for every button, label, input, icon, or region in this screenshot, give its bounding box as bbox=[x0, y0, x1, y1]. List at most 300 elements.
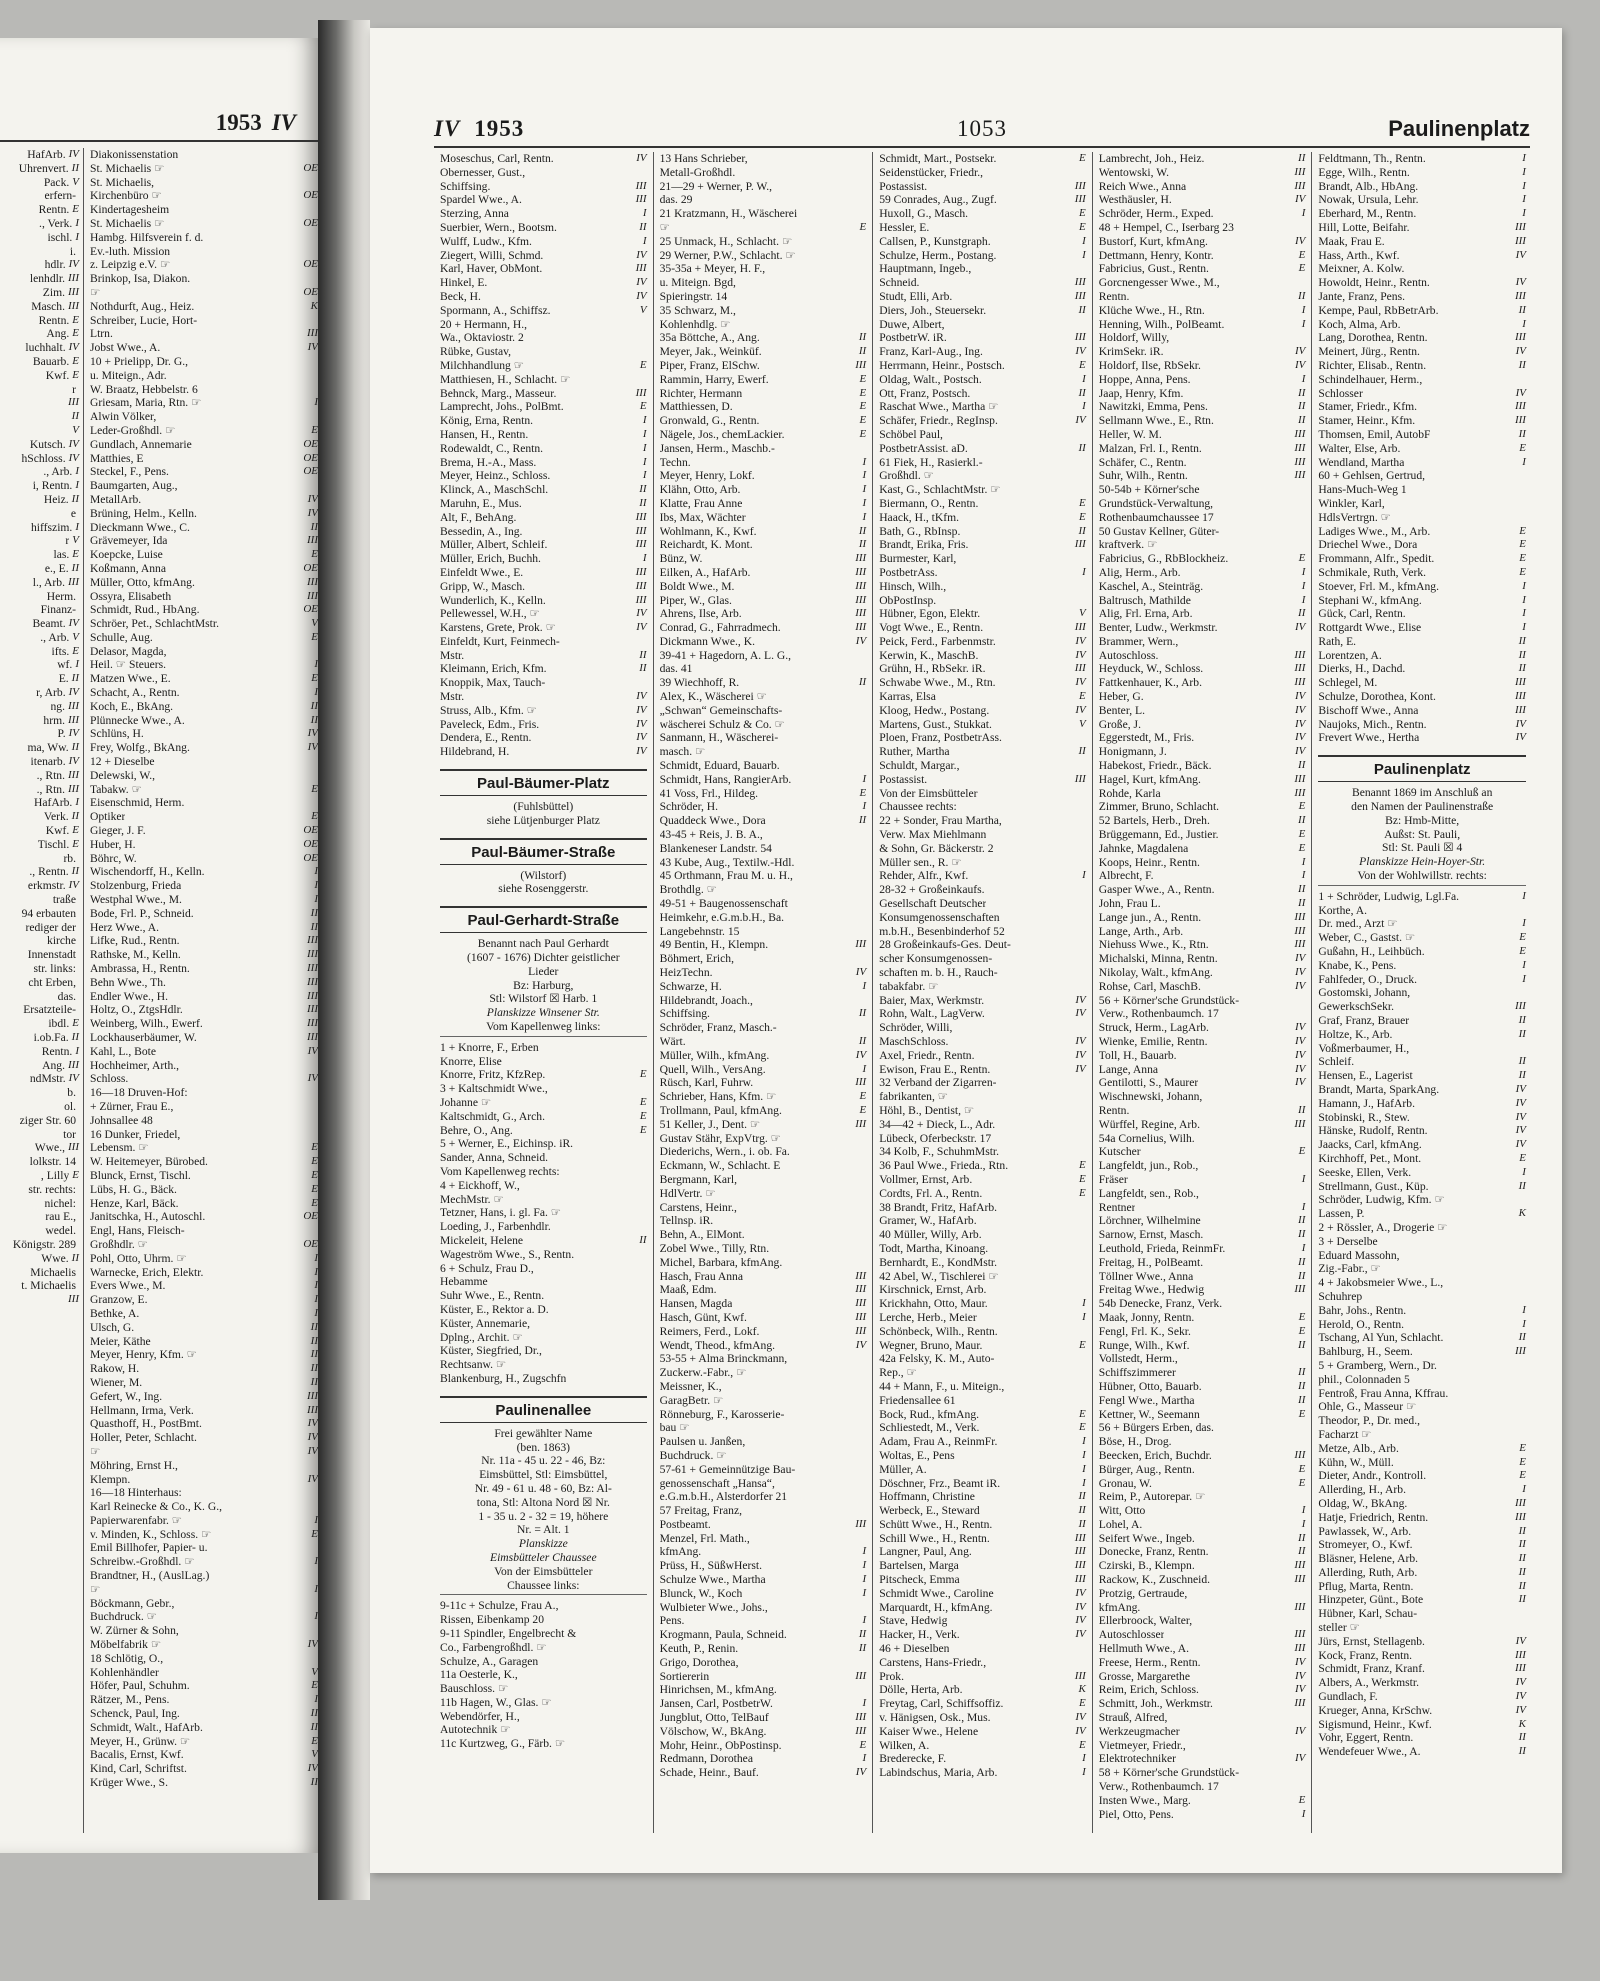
directory-entry bbox=[660, 1063, 867, 1077]
directory-column bbox=[434, 152, 654, 1833]
directory-entry bbox=[440, 387, 647, 401]
entry-floor-code: III bbox=[635, 193, 647, 206]
directory-entry bbox=[90, 1238, 318, 1252]
entry-text: Rentner bbox=[1098, 1200, 1136, 1214]
directory-entry bbox=[1318, 1262, 1526, 1276]
entry-text: Rönneburg, F., Karosserie- bbox=[659, 1407, 785, 1421]
entry-text: Zimmer, Bruno, Schlacht. bbox=[1098, 800, 1220, 814]
directory-entry bbox=[879, 800, 1086, 814]
entry-text: Autoschloss. bbox=[1098, 648, 1159, 662]
entry-text: ., Rtn. bbox=[36, 782, 65, 796]
entry-text: Bischoff Wwe., Anna bbox=[1318, 703, 1419, 717]
entry-text: Behre, O., Ang. bbox=[440, 1123, 513, 1137]
directory-entry bbox=[440, 235, 647, 249]
directory-entry bbox=[1318, 1124, 1526, 1138]
entry-floor-code: IV bbox=[1294, 966, 1306, 979]
entry-text: Benter, L. bbox=[1098, 703, 1145, 717]
directory-entry bbox=[440, 1682, 647, 1696]
entry-text: St. Michaelis ☞ bbox=[90, 161, 165, 175]
entry-text: Lamprecht, Johs., PolBmt. bbox=[440, 400, 564, 414]
entry-floor-code: IV bbox=[636, 703, 647, 716]
entry-text: , Lilly bbox=[40, 1168, 70, 1182]
directory-entry bbox=[660, 649, 867, 663]
entry-text: r bbox=[65, 534, 70, 548]
entry-text: 43 Kube, Aug., Textilw.-Hdl. bbox=[659, 855, 795, 869]
entry-floor-code: III bbox=[307, 589, 318, 602]
entry-floor-code: III bbox=[1514, 414, 1526, 427]
directory-entry bbox=[0, 1031, 79, 1045]
directory-entry bbox=[1099, 1573, 1306, 1587]
entry-floor-code: I bbox=[314, 396, 318, 409]
directory-entry bbox=[0, 576, 79, 590]
entry-floor-code: IV bbox=[1075, 1614, 1086, 1627]
directory-entry bbox=[440, 1641, 647, 1655]
entry-text: Maruhn, E., Mus. bbox=[440, 496, 522, 510]
directory-entry bbox=[1099, 166, 1306, 180]
entry-text: Hänske, Rudolf, Rentn. bbox=[1318, 1124, 1428, 1138]
entry-text: Rothenbaumchaussee 17 bbox=[1098, 510, 1214, 524]
entry-floor-code: IV bbox=[1515, 386, 1526, 399]
entry-text: Freese, Herm., Rentn. bbox=[1098, 1655, 1201, 1669]
directory-entry bbox=[1099, 580, 1306, 594]
entry-floor-code: II bbox=[1298, 1228, 1306, 1241]
directory-entry bbox=[1318, 649, 1526, 663]
entry-floor-code: IV bbox=[1294, 234, 1306, 247]
entry-floor-code: I bbox=[314, 1513, 318, 1526]
entry-text: Beck, H. bbox=[440, 289, 481, 303]
directory-entry bbox=[440, 180, 647, 194]
entry-text: HdlsVertrgn. ☞ bbox=[1318, 510, 1392, 524]
entry-text: Dendera, E., Rentn. bbox=[440, 731, 532, 745]
entry-text: Alig, Frl. Erna, Arb. bbox=[1098, 607, 1193, 621]
entry-floor-code: II bbox=[1518, 427, 1526, 440]
directory-entry bbox=[0, 562, 79, 576]
entry-text: Metall-Großhdl. bbox=[659, 165, 736, 179]
directory-entry bbox=[0, 686, 79, 700]
entry-text: 13 Hans Schrieber, bbox=[659, 152, 748, 165]
entry-text: Howoldt, Heinr., Rentn. bbox=[1318, 276, 1430, 290]
entry-floor-code: II bbox=[1298, 759, 1306, 772]
entry-text: Alt, F., BehAng. bbox=[440, 510, 517, 524]
directory-entry bbox=[1318, 917, 1526, 931]
entry-text: Franz, Karl-Aug., Ing. bbox=[879, 345, 983, 359]
plan-sketch-note: Planskizze Winsener Str. bbox=[486, 1006, 600, 1020]
directory-entry bbox=[660, 676, 867, 690]
directory-entry bbox=[0, 672, 79, 686]
directory-entry bbox=[879, 235, 1086, 249]
directory-entry bbox=[90, 258, 318, 272]
directory-entry bbox=[1318, 1014, 1526, 1028]
directory-entry bbox=[879, 483, 1086, 497]
entry-text: Mstr. bbox=[440, 690, 465, 704]
entry-text: Wendt, Theod., kfmAng. bbox=[659, 1338, 776, 1352]
directory-entry bbox=[90, 424, 318, 438]
directory-entry bbox=[660, 414, 867, 428]
entry-text: Freytag, Carl, Schiffsoffiz. bbox=[879, 1697, 1004, 1711]
directory-entry bbox=[660, 525, 867, 539]
entry-floor-code: III bbox=[635, 262, 647, 275]
entry-text: 6 + Schulz, Frau D., bbox=[440, 1261, 534, 1275]
entry-floor-code: OE bbox=[303, 824, 318, 837]
directory-entry bbox=[660, 1214, 867, 1228]
directory-entry bbox=[1099, 1490, 1306, 1504]
directory-entry bbox=[879, 718, 1086, 732]
entry-floor-code: III bbox=[855, 607, 867, 620]
directory-entry bbox=[440, 1723, 647, 1737]
entry-text: Tschang, Al Yun, Schlacht. bbox=[1318, 1331, 1444, 1345]
entry-floor-code: III bbox=[68, 768, 79, 781]
directory-entry bbox=[1099, 331, 1306, 345]
directory-entry bbox=[90, 327, 318, 341]
entry-text: Schöbel Paul, bbox=[879, 427, 943, 441]
entry-text: Spieringstr. 14 bbox=[659, 289, 728, 303]
directory-entry bbox=[879, 1421, 1086, 1435]
entry-floor-code: II bbox=[1518, 1069, 1526, 1082]
entry-text: Fabricius, G., RbBlockheiz. bbox=[1098, 552, 1229, 566]
entry-floor-code: II bbox=[1298, 414, 1306, 427]
directory-entry bbox=[660, 1270, 867, 1284]
directory-entry bbox=[0, 658, 79, 672]
directory-entry bbox=[1099, 938, 1306, 952]
entry-text: Beamt. bbox=[32, 617, 66, 631]
directory-entry bbox=[1099, 869, 1306, 883]
entry-floor-code: E bbox=[1519, 1455, 1526, 1468]
directory-entry bbox=[879, 1752, 1086, 1766]
entry-text: Lambrecht, Joh., Heiz. bbox=[1098, 152, 1205, 165]
directory-entry bbox=[660, 1090, 867, 1104]
entry-floor-code: II bbox=[1518, 303, 1526, 316]
entry-floor-code: II bbox=[71, 741, 79, 754]
entry-floor-code: E bbox=[1298, 248, 1306, 261]
directory-entry bbox=[879, 980, 1086, 994]
entry-text: Warnecke, Erich, Elektr. bbox=[90, 1265, 204, 1279]
directory-entry bbox=[1318, 959, 1526, 973]
street-info-line: siehe Lütjenburger Platz bbox=[486, 813, 600, 827]
entry-floor-code: IV bbox=[855, 966, 867, 979]
entry-text: Werkzeugmacher bbox=[1098, 1724, 1180, 1738]
entry-text: Holtze, K., Arb. bbox=[1318, 1027, 1393, 1041]
directory-entry bbox=[879, 1394, 1086, 1408]
entry-floor-code: III bbox=[68, 1141, 79, 1154]
directory-entry bbox=[660, 1587, 867, 1601]
entry-text: las. bbox=[53, 548, 70, 562]
entry-floor-code: IV bbox=[1294, 358, 1306, 371]
entry-text: Wendefeuer Wwe., A. bbox=[1318, 1745, 1421, 1759]
entry-text: Toll, H., Bauarb. bbox=[1098, 1048, 1177, 1062]
directory-entry bbox=[90, 1128, 318, 1142]
entry-text: Herm. bbox=[46, 589, 76, 603]
directory-entry bbox=[1099, 690, 1306, 704]
entry-text: Wischendorff, H., Kelln. bbox=[90, 865, 205, 879]
directory-entry bbox=[440, 428, 647, 442]
directory-entry bbox=[0, 741, 79, 755]
directory-entry bbox=[1099, 649, 1306, 663]
entry-floor-code: III bbox=[307, 575, 318, 588]
directory-entry bbox=[1318, 1745, 1526, 1759]
entry-text: Brothdlg. ☞ bbox=[659, 883, 718, 897]
directory-entry bbox=[879, 1256, 1086, 1270]
entry-text: Müller, Wilh., kfmAng. bbox=[659, 1048, 770, 1062]
directory-entry bbox=[1318, 414, 1526, 428]
entry-text: kirche bbox=[47, 934, 76, 948]
entry-text: Langner, Paul, Ang. bbox=[879, 1545, 972, 1559]
entry-text: Biermann, O., Rentn. bbox=[879, 496, 979, 510]
entry-text: Matthiesen, H., Schlacht. ☞ bbox=[440, 372, 571, 386]
entry-text: Bustorf, Kurt, kfmAng. bbox=[1098, 234, 1208, 248]
entry-text: Heyduck, W., Schloss. bbox=[1098, 662, 1204, 676]
entry-text: Großhdlr. ☞ bbox=[90, 1237, 149, 1251]
directory-entry bbox=[660, 869, 867, 883]
entry-floor-code: III bbox=[1074, 276, 1086, 289]
directory-entry bbox=[879, 1007, 1086, 1021]
entry-text: Bahr, Johs., Rentn. bbox=[1318, 1303, 1407, 1317]
directory-entry bbox=[90, 1500, 318, 1514]
directory-entry bbox=[1099, 235, 1306, 249]
entry-text: Co., Farbengroßhdl. ☞ bbox=[440, 1640, 547, 1654]
directory-entry bbox=[879, 1242, 1086, 1256]
entry-text: das. 29 bbox=[659, 193, 693, 207]
entry-text: Dickmann Wwe., K. bbox=[659, 634, 756, 648]
directory-entry bbox=[879, 1187, 1086, 1201]
entry-floor-code: I bbox=[642, 207, 647, 220]
entry-floor-code: IV bbox=[636, 690, 647, 703]
entry-text: 58 + Körner'sche Grundstück- bbox=[1098, 1766, 1240, 1780]
entry-floor-code: E bbox=[859, 220, 867, 233]
directory-entry bbox=[90, 1679, 318, 1693]
entry-floor-code: IV bbox=[68, 879, 79, 892]
entry-floor-code: I bbox=[314, 879, 318, 892]
entry-text: Grundstück-Verwaltung, bbox=[1098, 496, 1214, 510]
entry-floor-code: III bbox=[68, 272, 79, 285]
directory-entry bbox=[0, 479, 79, 493]
directory-entry bbox=[0, 148, 79, 162]
entry-floor-code: III bbox=[1294, 1448, 1306, 1461]
entry-text: Wilken, A. bbox=[879, 1738, 930, 1752]
directory-entry bbox=[1318, 1607, 1526, 1621]
entry-floor-code: IV bbox=[1294, 731, 1306, 744]
entry-text: ol. bbox=[64, 1099, 76, 1113]
entry-text: Klüche Wwe., H., Rtn. bbox=[1098, 303, 1205, 317]
entry-text: Kirschnick, Ernst, Arb. bbox=[879, 1283, 987, 1297]
directory-entry bbox=[660, 1490, 867, 1504]
entry-text: Schlosser bbox=[1318, 386, 1363, 400]
entry-floor-code: E bbox=[311, 1527, 318, 1540]
entry-text: z. Leipzig e.V. ☞ bbox=[90, 258, 171, 272]
entry-text: Nägele, Jos., chemLackier. bbox=[659, 427, 785, 441]
directory-entry bbox=[1099, 1683, 1306, 1697]
directory-entry bbox=[0, 1252, 79, 1266]
directory-entry bbox=[90, 1210, 318, 1224]
directory-entry bbox=[0, 603, 79, 617]
entry-text: Suhr Wwe., E., Rentn. bbox=[440, 1289, 545, 1303]
entry-floor-code: E bbox=[311, 672, 318, 685]
entry-text: Delewski, W., bbox=[90, 768, 156, 782]
entry-text: Axel, Friedr., Rentn. bbox=[879, 1048, 975, 1062]
directory-entry bbox=[879, 966, 1086, 980]
directory-entry bbox=[90, 824, 318, 838]
directory-entry bbox=[0, 1183, 79, 1197]
entry-floor-code: IV bbox=[1075, 1048, 1086, 1061]
directory-entry bbox=[1099, 594, 1306, 608]
directory-entry bbox=[440, 1710, 647, 1724]
entry-text: Schleif. bbox=[1318, 1055, 1355, 1069]
directory-entry bbox=[879, 1297, 1086, 1311]
directory-entry bbox=[660, 1380, 867, 1394]
directory-entry bbox=[90, 727, 318, 741]
entry-text: Huxoll, G., Masch. bbox=[879, 207, 969, 221]
directory-entry bbox=[879, 635, 1086, 649]
entry-text: Diakonissenstation bbox=[90, 148, 179, 161]
directory-entry bbox=[1318, 497, 1526, 511]
entry-floor-code: IV bbox=[1075, 1586, 1086, 1599]
entry-floor-code: III bbox=[855, 1297, 867, 1310]
directory-entry bbox=[0, 948, 79, 962]
entry-text: Gronau, W. bbox=[1098, 1476, 1152, 1490]
directory-entry bbox=[1318, 1552, 1526, 1566]
directory-entry bbox=[879, 345, 1086, 359]
directory-entry bbox=[1318, 249, 1526, 263]
street-heading bbox=[440, 838, 647, 865]
directory-entry bbox=[90, 1569, 318, 1583]
entry-floor-code: E bbox=[859, 386, 867, 399]
entry-floor-code: I bbox=[642, 552, 647, 565]
entry-text: Wulff, Ludw., Kfm. bbox=[440, 234, 532, 248]
entry-text: Brüggemann, Ed., Justier. bbox=[1098, 828, 1219, 842]
directory-entry bbox=[440, 166, 647, 180]
entry-text: Bartelsen, Marga bbox=[879, 1559, 959, 1573]
directory-entry bbox=[660, 952, 867, 966]
directory-entry bbox=[0, 245, 79, 259]
directory-entry bbox=[660, 607, 867, 621]
entry-text: Schreiber, Lucie, Hort- bbox=[90, 313, 198, 327]
entry-floor-code: III bbox=[855, 593, 867, 606]
directory-entry bbox=[1099, 607, 1306, 621]
entry-floor-code: II bbox=[71, 161, 79, 174]
directory-entry bbox=[1099, 1394, 1306, 1408]
directory-entry bbox=[1318, 1249, 1526, 1263]
entry-text: Brema, H.-A., Mass. bbox=[440, 455, 537, 469]
right-page bbox=[370, 28, 1562, 1873]
entry-text: HeizTechn. bbox=[659, 966, 713, 980]
entry-text: Holdorf, Willy, bbox=[1098, 331, 1170, 345]
entry-text: Brinkop, Isa, Diakon. bbox=[90, 272, 191, 286]
entry-text: Dieter, Andr., Kontroll. bbox=[1318, 1469, 1427, 1483]
entry-floor-code: E bbox=[1298, 828, 1306, 841]
entry-text: Wwe. bbox=[41, 1251, 69, 1265]
entry-text: Krickhahn, Otto, Maur. bbox=[879, 1297, 988, 1311]
entry-floor-code: K bbox=[1518, 1717, 1526, 1730]
directory-entry bbox=[1318, 193, 1526, 207]
entry-text: Tetzner, Hans, i. gl. Fa. ☞ bbox=[440, 1206, 562, 1220]
entry-text: 52 Bartels, Herb., Dreh. bbox=[1098, 814, 1210, 828]
entry-text: Bock, Rud., kfmAng. bbox=[879, 1407, 980, 1421]
entry-text: Maaß, Edm. bbox=[659, 1283, 717, 1297]
entry-floor-code: I bbox=[75, 520, 79, 533]
directory-entry bbox=[90, 1293, 318, 1307]
entry-floor-code: IV bbox=[1075, 703, 1086, 716]
directory-entry bbox=[1099, 828, 1306, 842]
entry-text: Rohn, Walt., LagVerw. bbox=[879, 1007, 985, 1021]
entry-floor-code: III bbox=[307, 1017, 318, 1030]
entry-floor-code: I bbox=[75, 796, 79, 809]
entry-text: Verk. bbox=[43, 810, 69, 824]
entry-text: lolkstr. 14 bbox=[29, 1155, 76, 1169]
directory-entry bbox=[90, 438, 318, 452]
entry-text: Lange jun., A., Rentn. bbox=[1098, 910, 1202, 924]
entry-text: Ruther, Martha bbox=[879, 745, 950, 759]
entry-text: 28 Großeinkaufs-Ges. Deut- bbox=[879, 938, 1011, 952]
entry-text: Hinkel, E. bbox=[440, 276, 488, 290]
entry-text: Höfer, Paul, Schuhm. bbox=[90, 1679, 190, 1693]
directory-entry bbox=[879, 1325, 1086, 1339]
directory-entry bbox=[0, 383, 79, 397]
entry-text: Behnck, Marg., Masseur. bbox=[440, 386, 557, 400]
directory-entry bbox=[879, 1118, 1086, 1132]
directory-entry bbox=[0, 1279, 79, 1293]
entry-floor-code: OE bbox=[303, 851, 318, 864]
entry-text: Plünnecke Wwe., A. bbox=[90, 713, 185, 727]
directory-entry bbox=[1099, 718, 1306, 732]
entry-text: Benter, Ludw., Werkmstr. bbox=[1098, 621, 1218, 635]
entry-text: Eggerstedt, M., Fris. bbox=[1098, 731, 1195, 745]
entry-text: Verw. Max Miehlmann bbox=[879, 828, 987, 842]
entry-floor-code: IV bbox=[68, 727, 79, 740]
entry-floor-code: E bbox=[311, 810, 318, 823]
entry-text: Heber, G. bbox=[1098, 690, 1144, 704]
directory-entry bbox=[660, 318, 867, 332]
directory-entry bbox=[879, 180, 1086, 194]
entry-text: Witt, Otto bbox=[1098, 1504, 1146, 1518]
entry-text: Korthe, A. bbox=[1318, 903, 1367, 917]
entry-text: W. Zürner & Sohn, bbox=[90, 1624, 179, 1638]
entry-text: Dettmann, Henry, Kontr. bbox=[1098, 248, 1214, 262]
entry-floor-code: II bbox=[71, 672, 79, 685]
entry-floor-code: IV bbox=[307, 1431, 318, 1444]
entry-floor-code: II bbox=[310, 1348, 318, 1361]
entry-text: Eckmann, W., Schlacht. E bbox=[659, 1159, 781, 1173]
directory-entry bbox=[879, 952, 1086, 966]
entry-text: Werbeck, E., Steward bbox=[879, 1504, 980, 1518]
entry-text: Sterzing, Anna bbox=[440, 207, 509, 221]
entry-text: 28-32 + Großeinkaufs. bbox=[879, 883, 985, 897]
entry-text: Frey, Wolfg., BkAng. bbox=[90, 741, 190, 755]
directory-entry bbox=[1099, 442, 1306, 456]
directory-entry bbox=[0, 865, 79, 879]
directory-entry bbox=[879, 690, 1086, 704]
directory-entry bbox=[660, 1766, 867, 1780]
entry-floor-code: V bbox=[72, 630, 79, 643]
directory-entry bbox=[879, 1559, 1086, 1573]
directory-entry bbox=[1099, 1766, 1306, 1780]
entry-floor-code: I bbox=[314, 1279, 318, 1292]
directory-entry bbox=[879, 745, 1086, 759]
directory-entry bbox=[1099, 994, 1306, 1008]
entry-text: Rathske, M., Kelln. bbox=[90, 948, 181, 962]
entry-floor-code: I bbox=[1522, 317, 1526, 330]
directory-entry bbox=[660, 1366, 867, 1380]
directory-entry bbox=[1318, 304, 1526, 318]
directory-entry bbox=[440, 580, 647, 594]
entry-floor-code: E bbox=[639, 1109, 647, 1122]
entry-text: Spormann, A., Schiffsz. bbox=[440, 303, 551, 317]
entry-text: Hill, Lotte, Beifahr. bbox=[1318, 220, 1410, 234]
entry-text: ☞ bbox=[90, 1444, 101, 1458]
entry-floor-code: E bbox=[1519, 552, 1526, 565]
entry-floor-code: I bbox=[75, 658, 79, 671]
directory-column bbox=[654, 152, 874, 1833]
entry-text: Carstens, Heinr., bbox=[659, 1200, 737, 1214]
entry-floor-code: E bbox=[72, 368, 79, 381]
